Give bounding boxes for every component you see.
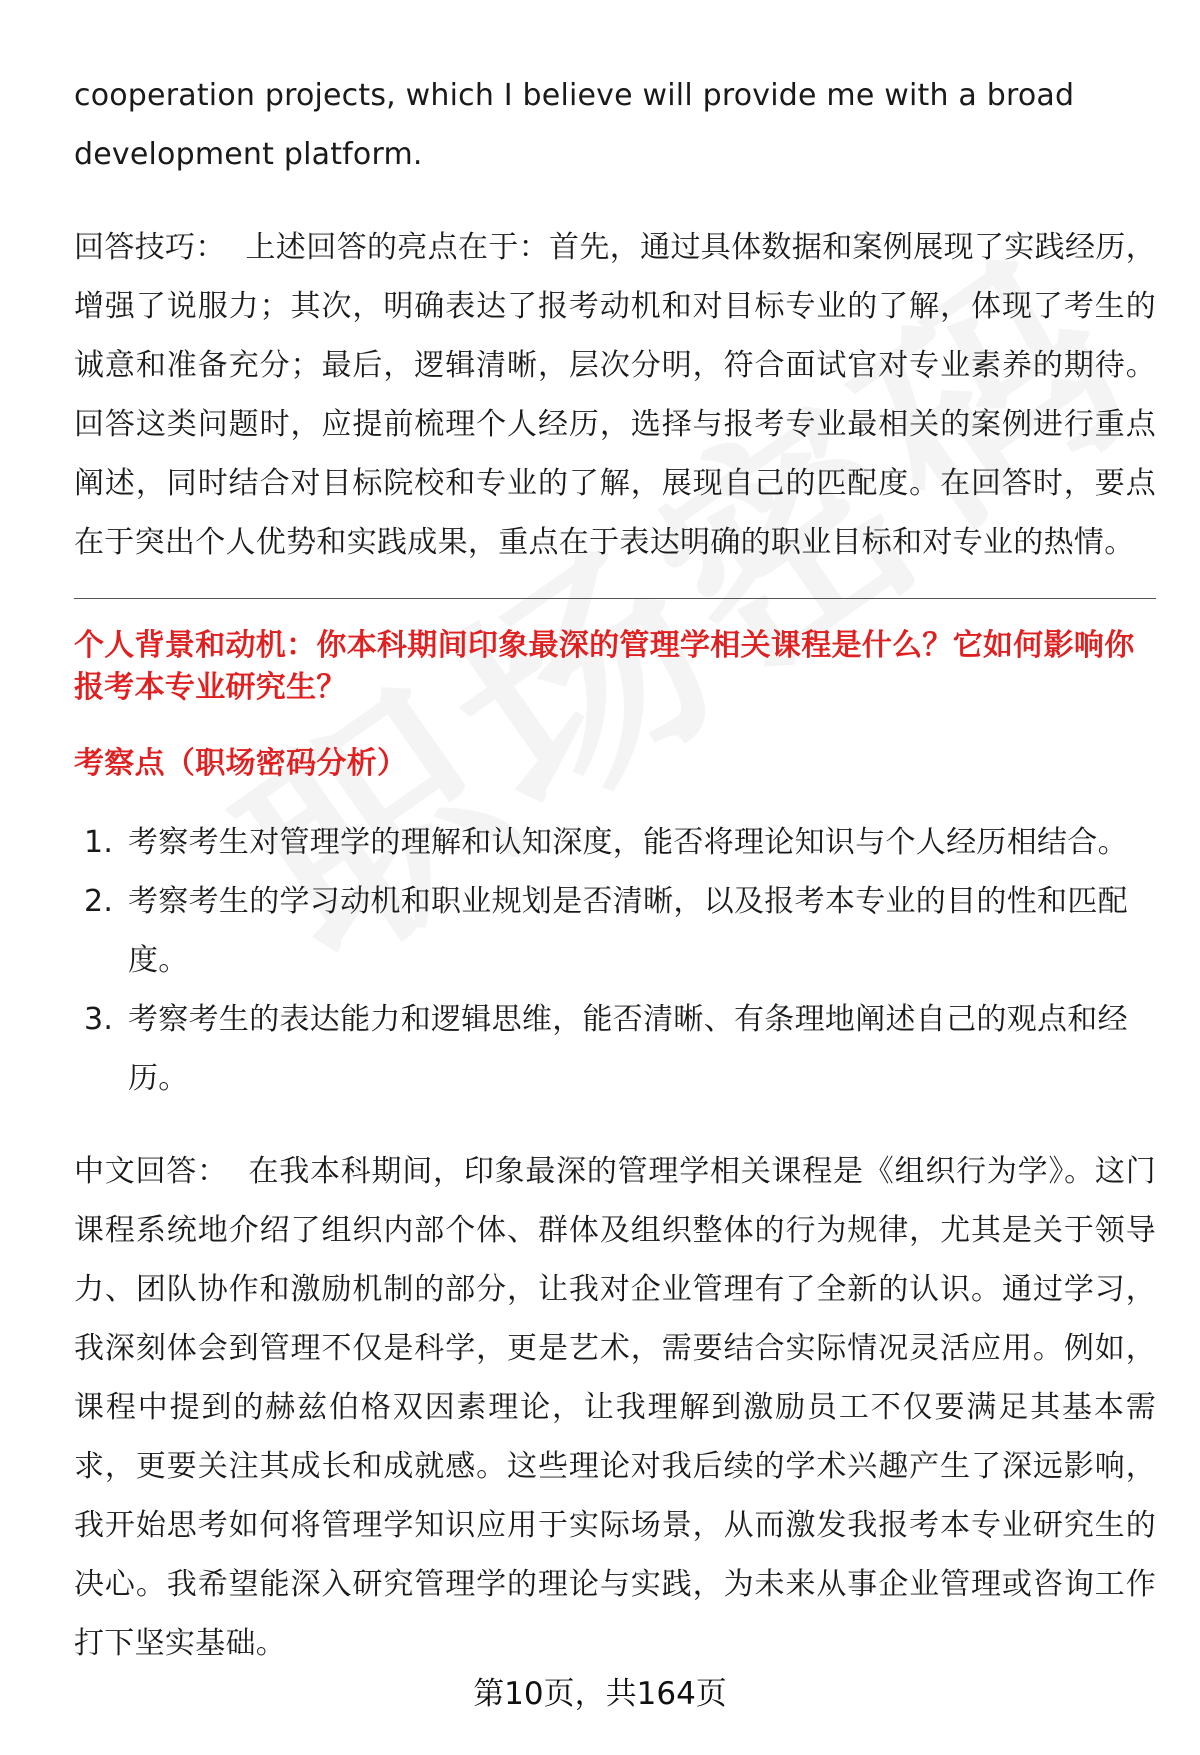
intro-line-2: development platform. — [74, 137, 423, 172]
document-page — [74, 66, 1156, 1673]
list-item-number: 1. — [84, 825, 114, 860]
answer-paragraph — [74, 1142, 1156, 1673]
focus-title: 考察点（职场密码分析） — [74, 746, 408, 781]
tips-paragraph — [74, 218, 1156, 572]
page-number: 第10页，共164页 — [473, 1676, 727, 1712]
tips-label: 回答技巧： — [74, 230, 226, 265]
list-item-text: 考察考生的表达能力和逻辑思维，能否清晰、有条理地阐述自己的观点和经历。 — [128, 1002, 1128, 1096]
answer-text: 在我本科期间，印象最深的管理学相关课程是《组织行为学》。这门课程系统地介绍了组织内部个体、群体及组织整体的行为规律，尤其是关于领导力、团队协作和激励机制的部分，让我对企业管理有了全新的认识。通过学习，我深刻体会到管理不仅是科学，更是艺术，需要结合实际情况灵活应用。例如，课程中提到的赫兹伯格双因素理论，让我理解到激励员工不仅要满足其基本需求，更要关注其成长和成就感。这些理论对我后续的学术兴趣产生了深远影响，我开始思考如何将管理学知识应用于实际场景，从而激发我报考本专业研究生的决心。我希望能深入研究管理学的理论与实践，为未来从事企业管理或咨询工作打下坚实基础。 — [74, 1154, 1156, 1661]
list-item-text: 考察考生的学习动机和职业规划是否清晰，以及报考本专业的目的性和匹配度。 — [128, 884, 1128, 978]
list-item-number: 3. — [84, 1002, 114, 1037]
section-divider — [74, 598, 1156, 599]
list-item-text: 考察考生对管理学的理解和认知深度，能否将理论知识与个人经历相结合。 — [128, 825, 1128, 860]
tips-text: 上述回答的亮点在于：首先，通过具体数据和案例展现了实践经历，增强了说服力；其次，明确表达了报考动机和对目标专业的了解，体现了考生的诚意和准备充分；最后，逻辑清晰，层次分明，符合面试官对专业素养的期待。回答这类问题时，应提前梳理个人经历，选择与报考专业最相关的案例进行重点阐述，同时结合对目标院校和专业的了解，展现自己的匹配度。在回答时，要点在于突出个人优势和实践成果，重点在于表达明确的职业目标和对专业的热情。 — [74, 230, 1157, 560]
list-item-number: 2. — [84, 884, 114, 919]
list-item — [74, 872, 1128, 990]
focus-list — [74, 813, 1156, 1108]
list-item — [74, 990, 1128, 1108]
answer-label: 中文回答： — [74, 1154, 228, 1189]
intro-paragraph — [74, 66, 1156, 184]
intro-line-1: cooperation projects, which I believe will provide me with a broad — [74, 78, 1075, 113]
question-title: 个人背景和动机：你本科期间印象最深的管理学相关课程是什么？它如何影响你报考本专业研究生？ — [74, 628, 1135, 705]
list-item — [74, 813, 1128, 872]
